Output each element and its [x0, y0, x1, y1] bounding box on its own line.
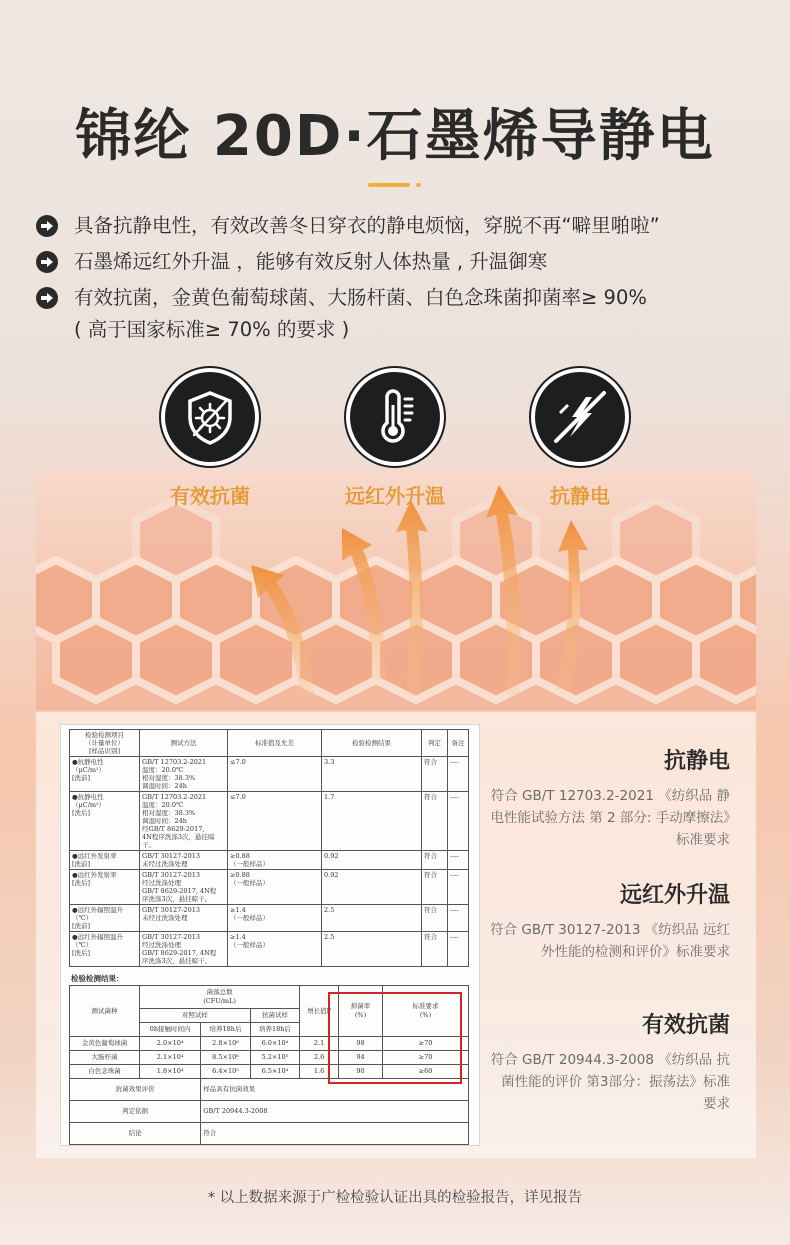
table-cell: ----: [448, 932, 469, 967]
table-cell: 符合: [201, 1123, 469, 1145]
bullet-item: [36, 210, 766, 242]
table-cell: 白色念珠菌: [70, 1065, 140, 1079]
table-cell: 2.1×10⁴: [140, 1051, 201, 1065]
arrow-right-circle-icon: [36, 215, 58, 237]
feature-far-infrared: [305, 368, 485, 509]
title-underline-dot: [416, 183, 421, 187]
table-header-cell: 0h接触时间内: [140, 1023, 201, 1037]
table-cell: 90: [339, 1065, 383, 1079]
table-cell: GB/T 12703.2-2021 温度：20.0℃ 相对湿度：38.3% 调湿时间：24h 经GB/T 8629-2017, 4N程序洗涤3次，悬挂晾干。: [140, 792, 228, 851]
page-title: 锦纶 20D·石墨烯导静电: [75, 104, 715, 169]
table-header-cell: 标准要求 (%): [383, 986, 469, 1037]
bullet-subtext: ( 高于国家标准≥ 70% 的要求 ): [74, 318, 350, 341]
table-row: [70, 932, 469, 967]
table-header-cell: 备注: [448, 730, 469, 757]
table-cell: ●远红外辐照温升 （℃） [洗前]: [70, 905, 140, 932]
table-cell: ≤7.0: [228, 792, 322, 851]
side-text: 符合 GB/T 20944.3-2008 《纺织品 抗菌性能的评价 第3部分：振荡法》标准要求: [490, 1052, 730, 1112]
table-cell: GB/T 30127-2013 经过洗涤处理 GB/T 8629-2017, 4N程 序洗涤3次，悬挂晾干。: [140, 932, 228, 967]
table-cell: ●抗静电性 （μC/m²） [洗前]: [70, 757, 140, 792]
table-header-cell: 检验检测结果: [322, 730, 422, 757]
bullet-item: [36, 282, 766, 346]
table-header-cell: 抑菌率 (%): [339, 986, 383, 1037]
feature-antistatic: [490, 368, 670, 509]
table-cell: ≤7.0: [228, 757, 322, 792]
table-cell: ≥60: [383, 1065, 469, 1079]
table-row: [70, 905, 469, 932]
table-cell: 3.3: [322, 757, 422, 792]
table-cell: 2.5: [322, 932, 422, 967]
feature-antibacterial: [120, 368, 300, 509]
table-row: [70, 1123, 469, 1145]
table-row: [70, 792, 469, 851]
arrow-right-circle-icon: [36, 287, 58, 309]
table-cell: ●远红外发射率 [洗后]: [70, 870, 140, 905]
table-cell: GB/T 30127-2013 未经过洗涤处理: [140, 851, 228, 870]
table-header-cell: 培养18h后: [201, 1023, 250, 1037]
table-cell: ----: [448, 757, 469, 792]
table-row: [70, 851, 469, 870]
table-header-cell: 对照试样: [140, 1009, 251, 1023]
table-cell: GB/T 30127-2013 未经过洗涤处理: [140, 905, 228, 932]
table-cell: 6.4×10⁵: [201, 1065, 250, 1079]
table-cell: ≥0.88 （一般样品）: [228, 870, 322, 905]
table-header-cell: 判定: [422, 730, 448, 757]
table-cell: 样品具有抗菌效果: [201, 1079, 469, 1101]
table-cell: ≥1.4 （一般样品）: [228, 905, 322, 932]
table-cell: 金黄色葡萄球菌: [70, 1037, 140, 1051]
table-cell: 符合: [422, 870, 448, 905]
table-cell: 符合: [422, 851, 448, 870]
title-underline: [368, 183, 410, 187]
table-cell: ----: [448, 905, 469, 932]
table-cell: 2.1: [300, 1037, 339, 1051]
table-cell: ----: [448, 792, 469, 851]
table-cell: 2.8×10⁶: [201, 1037, 250, 1051]
table-header-cell: 标准值及允差: [228, 730, 322, 757]
table-cell: ≥1.4 （一般样品）: [228, 932, 322, 967]
table-cell: ----: [448, 870, 469, 905]
feature-label: 远红外升温: [345, 484, 445, 508]
table-header-cell: 菌落总数 (CFU/mL): [140, 986, 300, 1009]
side-heading: 抗静电: [663, 749, 730, 774]
side-heading: 有效抗菌: [641, 1013, 730, 1038]
table-cell: 0.92: [322, 851, 422, 870]
side-note-far-infrared: [490, 878, 730, 963]
table-cell: 符合: [422, 905, 448, 932]
table-header-cell: 检验检测项目 （计量单位） [样品识别]: [70, 730, 140, 757]
table-cell: ----: [448, 851, 469, 870]
table-cell: 98: [339, 1037, 383, 1051]
side-text: 符合 GB/T 12703.2-2021 《纺织品 静电性能试验方法 第 2 部分: 手动摩擦法》标准要求: [490, 788, 730, 848]
table-cell: 符合: [422, 932, 448, 967]
table-cell: ≥70: [383, 1051, 469, 1065]
table-cell: ≥70: [383, 1037, 469, 1051]
table-cell: 符合: [422, 757, 448, 792]
table-cell: 6.0×10⁴: [250, 1037, 299, 1051]
table-cell: 大肠杆菌: [70, 1051, 140, 1065]
table-cell: 94: [339, 1051, 383, 1065]
arrow-right-circle-icon: [36, 251, 58, 273]
table-cell: GB/T 30127-2013 经过洗涤处理 GB/T 8629-2017, 4N程 序洗涤3次，悬挂晾干。: [140, 870, 228, 905]
table-cell: 抗菌效果评价: [70, 1079, 201, 1101]
table-cell: GB/T 12703.2-2021 温度：20.0℃ 相对湿度：38.3% 调湿时间：24h: [140, 757, 228, 792]
table-cell: 结论: [70, 1123, 201, 1145]
side-heading: 远红外升温: [619, 883, 730, 908]
bullet-text: 有效抗菌，金黄色葡萄球菌、大肠杆菌、白色念珠菌抑菌率≥ 90%: [74, 286, 647, 309]
table-cell: 1.7: [322, 792, 422, 851]
side-note-antistatic: [490, 744, 730, 851]
lightning-icon: [531, 368, 629, 466]
table-cell: ●远红外发射率 [洗前]: [70, 851, 140, 870]
highlight-box: [328, 992, 462, 1084]
table-cell: 2.6: [300, 1051, 339, 1065]
bullet-item: [36, 246, 766, 278]
table-cell: 判定依据: [70, 1101, 201, 1123]
table-row: [70, 870, 469, 905]
footnote: * 以上数据来源于广检检验认证出具的检验报告，详见报告: [207, 1190, 583, 1206]
table-header-cell: 测试方法: [140, 730, 228, 757]
table-cell: 2.0×10⁴: [140, 1037, 201, 1051]
table-cell: 8.5×10⁶: [201, 1051, 250, 1065]
results-title: 检验检测结果：: [71, 974, 124, 983]
table-header-cell: 培养18h后: [250, 1023, 299, 1037]
table-row: [70, 757, 469, 792]
bullet-text: 石墨烯远红外升温 ，能够有效反射人体热量 , 升温御寒: [74, 250, 548, 273]
antibacterial-shield-icon: [161, 368, 259, 466]
feature-label: 抗静电: [550, 484, 610, 508]
table-header-row: [70, 730, 469, 757]
feature-bullet-list: [36, 210, 766, 350]
table-cell: 2.5: [322, 905, 422, 932]
thermometer-icon: [346, 368, 444, 466]
bullet-text-block: [74, 282, 647, 346]
table-cell: 5.2×10⁵: [250, 1051, 299, 1065]
table-cell: 1.8×10⁴: [140, 1065, 201, 1079]
feature-label: 有效抗菌: [170, 484, 250, 508]
table-header-cell: 增长值F: [300, 986, 339, 1037]
side-note-antibacterial: [490, 1008, 730, 1115]
table-header-cell: 测试菌种: [70, 986, 140, 1037]
table-cell: 6.5×10⁴: [250, 1065, 299, 1079]
table-cell: 1.6: [300, 1065, 339, 1079]
bullet-text: 具备抗静电性，有效改善冬日穿衣的静电烦恼，穿脱不再“噼里啪啦”: [74, 214, 660, 237]
table-header-cell: 抗菌试样: [250, 1009, 299, 1023]
side-text: 符合 GB/T 30127-2013 《纺织品 远红外性能的检测和评价》标准要求: [490, 922, 730, 960]
table-cell: 0.92: [322, 870, 422, 905]
table-row: [70, 1101, 469, 1123]
table-cell: ≥0.88 （一般样品）: [228, 851, 322, 870]
table-cell: ●抗静电性 （μC/m²） [洗后]: [70, 792, 140, 851]
table-cell: ●远红外辐照温升 （℃） [洗后]: [70, 932, 140, 967]
table-cell: 符合: [422, 792, 448, 851]
test-items-table: [69, 729, 469, 967]
table-cell: GB/T 20944.3-2008: [201, 1101, 469, 1123]
